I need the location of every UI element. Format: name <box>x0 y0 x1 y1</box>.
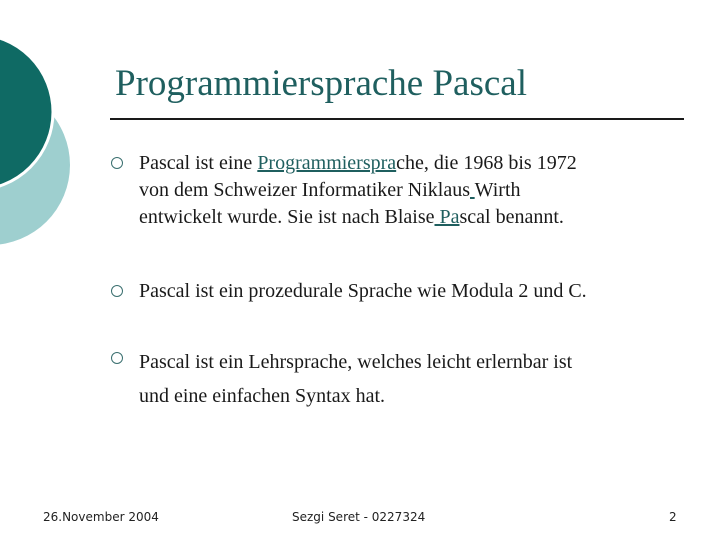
slide-title: Programmiersprache Pascal <box>115 63 527 104</box>
programmiersprache-link[interactable]: Programmierspra <box>257 152 397 174</box>
bullet-1-line-3: entwickelt wurde. Sie ist nach Blaise Pascal benannt. <box>139 206 564 228</box>
decorative-circles <box>0 0 120 300</box>
footer-date: 26.November 2004 <box>43 510 159 524</box>
bullet-3-line-1: Pascal ist ein Lehrsprache, welches leicht erlernbar ist <box>139 351 573 373</box>
footer-page-number: 2 <box>669 510 677 524</box>
bullet-1-line-1: Pascal ist eine Programmiersprache, die 1968 bis 1972 <box>139 152 577 174</box>
bullet-1-line-2: von dem Schweizer Informatiker Niklaus Wirth <box>139 179 521 201</box>
bullet-icon <box>111 157 123 169</box>
bullet-icon <box>111 285 123 297</box>
title-divider <box>110 118 684 120</box>
bullet-1-text <box>139 150 577 231</box>
bullet-3-line-2: und eine einfachen Syntax hat. <box>139 385 386 407</box>
footer-author: Sezgi Seret - 0227324 <box>292 510 426 524</box>
pascal-link[interactable]: Pa <box>434 206 460 228</box>
bullet-3-text <box>139 345 572 413</box>
bullet-2-text: Pascal ist ein prozedurale Sprache wie Modula 2 und C. <box>139 280 587 302</box>
bullet-icon <box>111 352 123 364</box>
